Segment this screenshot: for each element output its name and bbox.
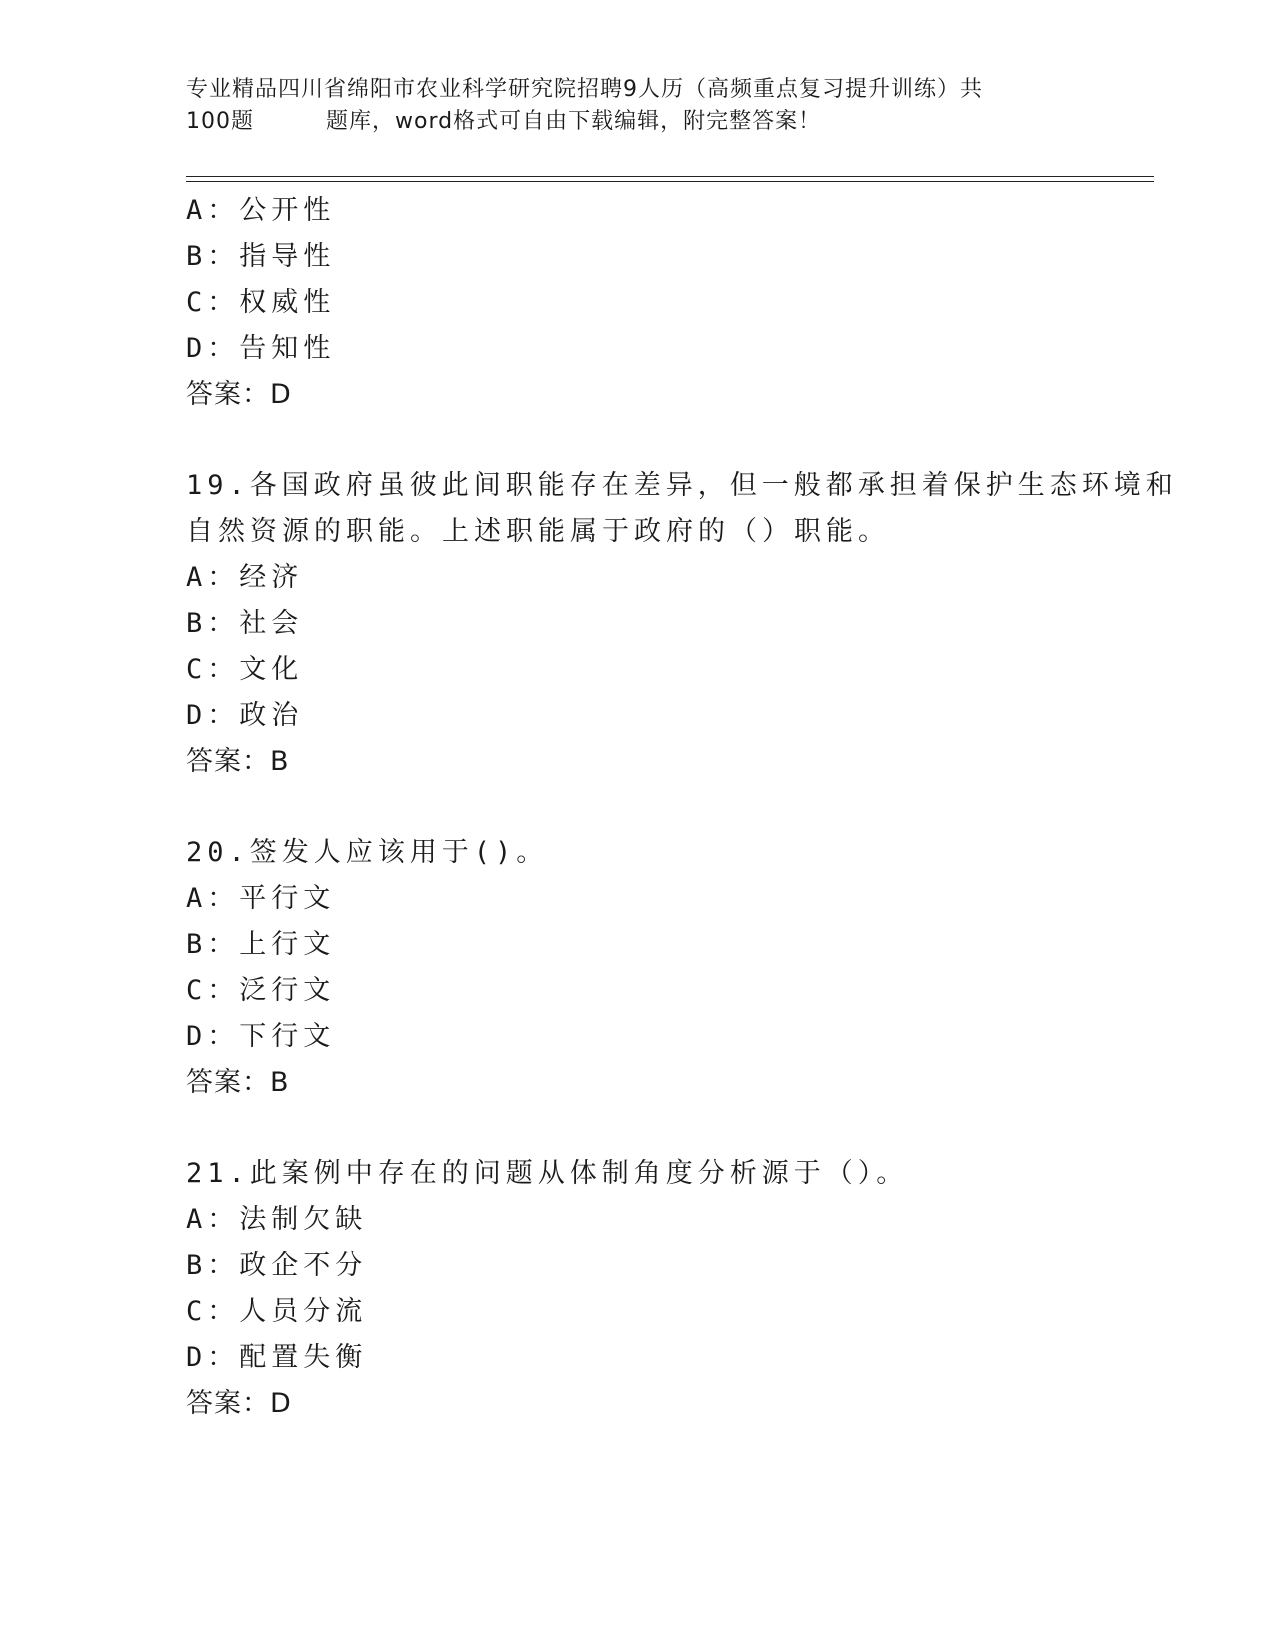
option-c: C：人员分流 [186,1296,368,1327]
question-21 [186,1151,1086,1427]
header-divider-top [186,176,1154,177]
question-stem: 19.各国政府虽彼此间职能存在差异，但一般都承担着保护生态环境和 [186,470,1178,501]
header-title-line2 [186,106,1086,138]
answer-line: 答案：D [186,379,292,410]
option-b: B：上行文 [186,929,336,960]
option-d: D：配置失衡 [186,1342,368,1373]
header-count: 100题 [186,109,254,134]
answer-line: 答案：B [186,1067,290,1098]
answer-line: 答案：B [186,746,290,777]
question-stem: 21.此案例中存在的问题从体制角度分析源于（）。 [186,1158,909,1189]
option-b: B：指导性 [186,241,336,272]
question-19 [186,463,1178,785]
option-b: B：社会 [186,608,304,639]
question-18-continued [186,188,1086,418]
option-d: D：下行文 [186,1021,336,1052]
option-d: D：告知性 [186,333,336,364]
header-title-line1: 专业精品四川省绵阳市农业科学研究院招聘9人历（高频重点复习提升训练）共 [186,77,983,102]
option-c: C：权威性 [186,287,336,318]
document-body [186,188,1178,1427]
option-a: A：经济 [186,562,304,593]
option-a: A：公开性 [186,195,336,226]
option-c: C：文化 [186,654,304,685]
header-divider-bottom [186,181,1154,182]
answer-line: 答案：D [186,1388,292,1419]
option-c: C：泛行文 [186,975,336,1006]
option-b: B：政企不分 [186,1250,368,1281]
document-header [186,74,1086,138]
option-a: A：法制欠缺 [186,1204,368,1235]
header-subtitle: 题库，word格式可自由下载编辑，附完整答案！ [326,109,822,134]
question-stem: 20.签发人应该用于()。 [186,837,549,868]
question-stem-continued: 自然资源的职能。上述职能属于政府的（）职能。 [186,516,890,547]
option-a: A：平行文 [186,883,336,914]
question-20 [186,830,1086,1106]
option-d: D：政治 [186,700,304,731]
